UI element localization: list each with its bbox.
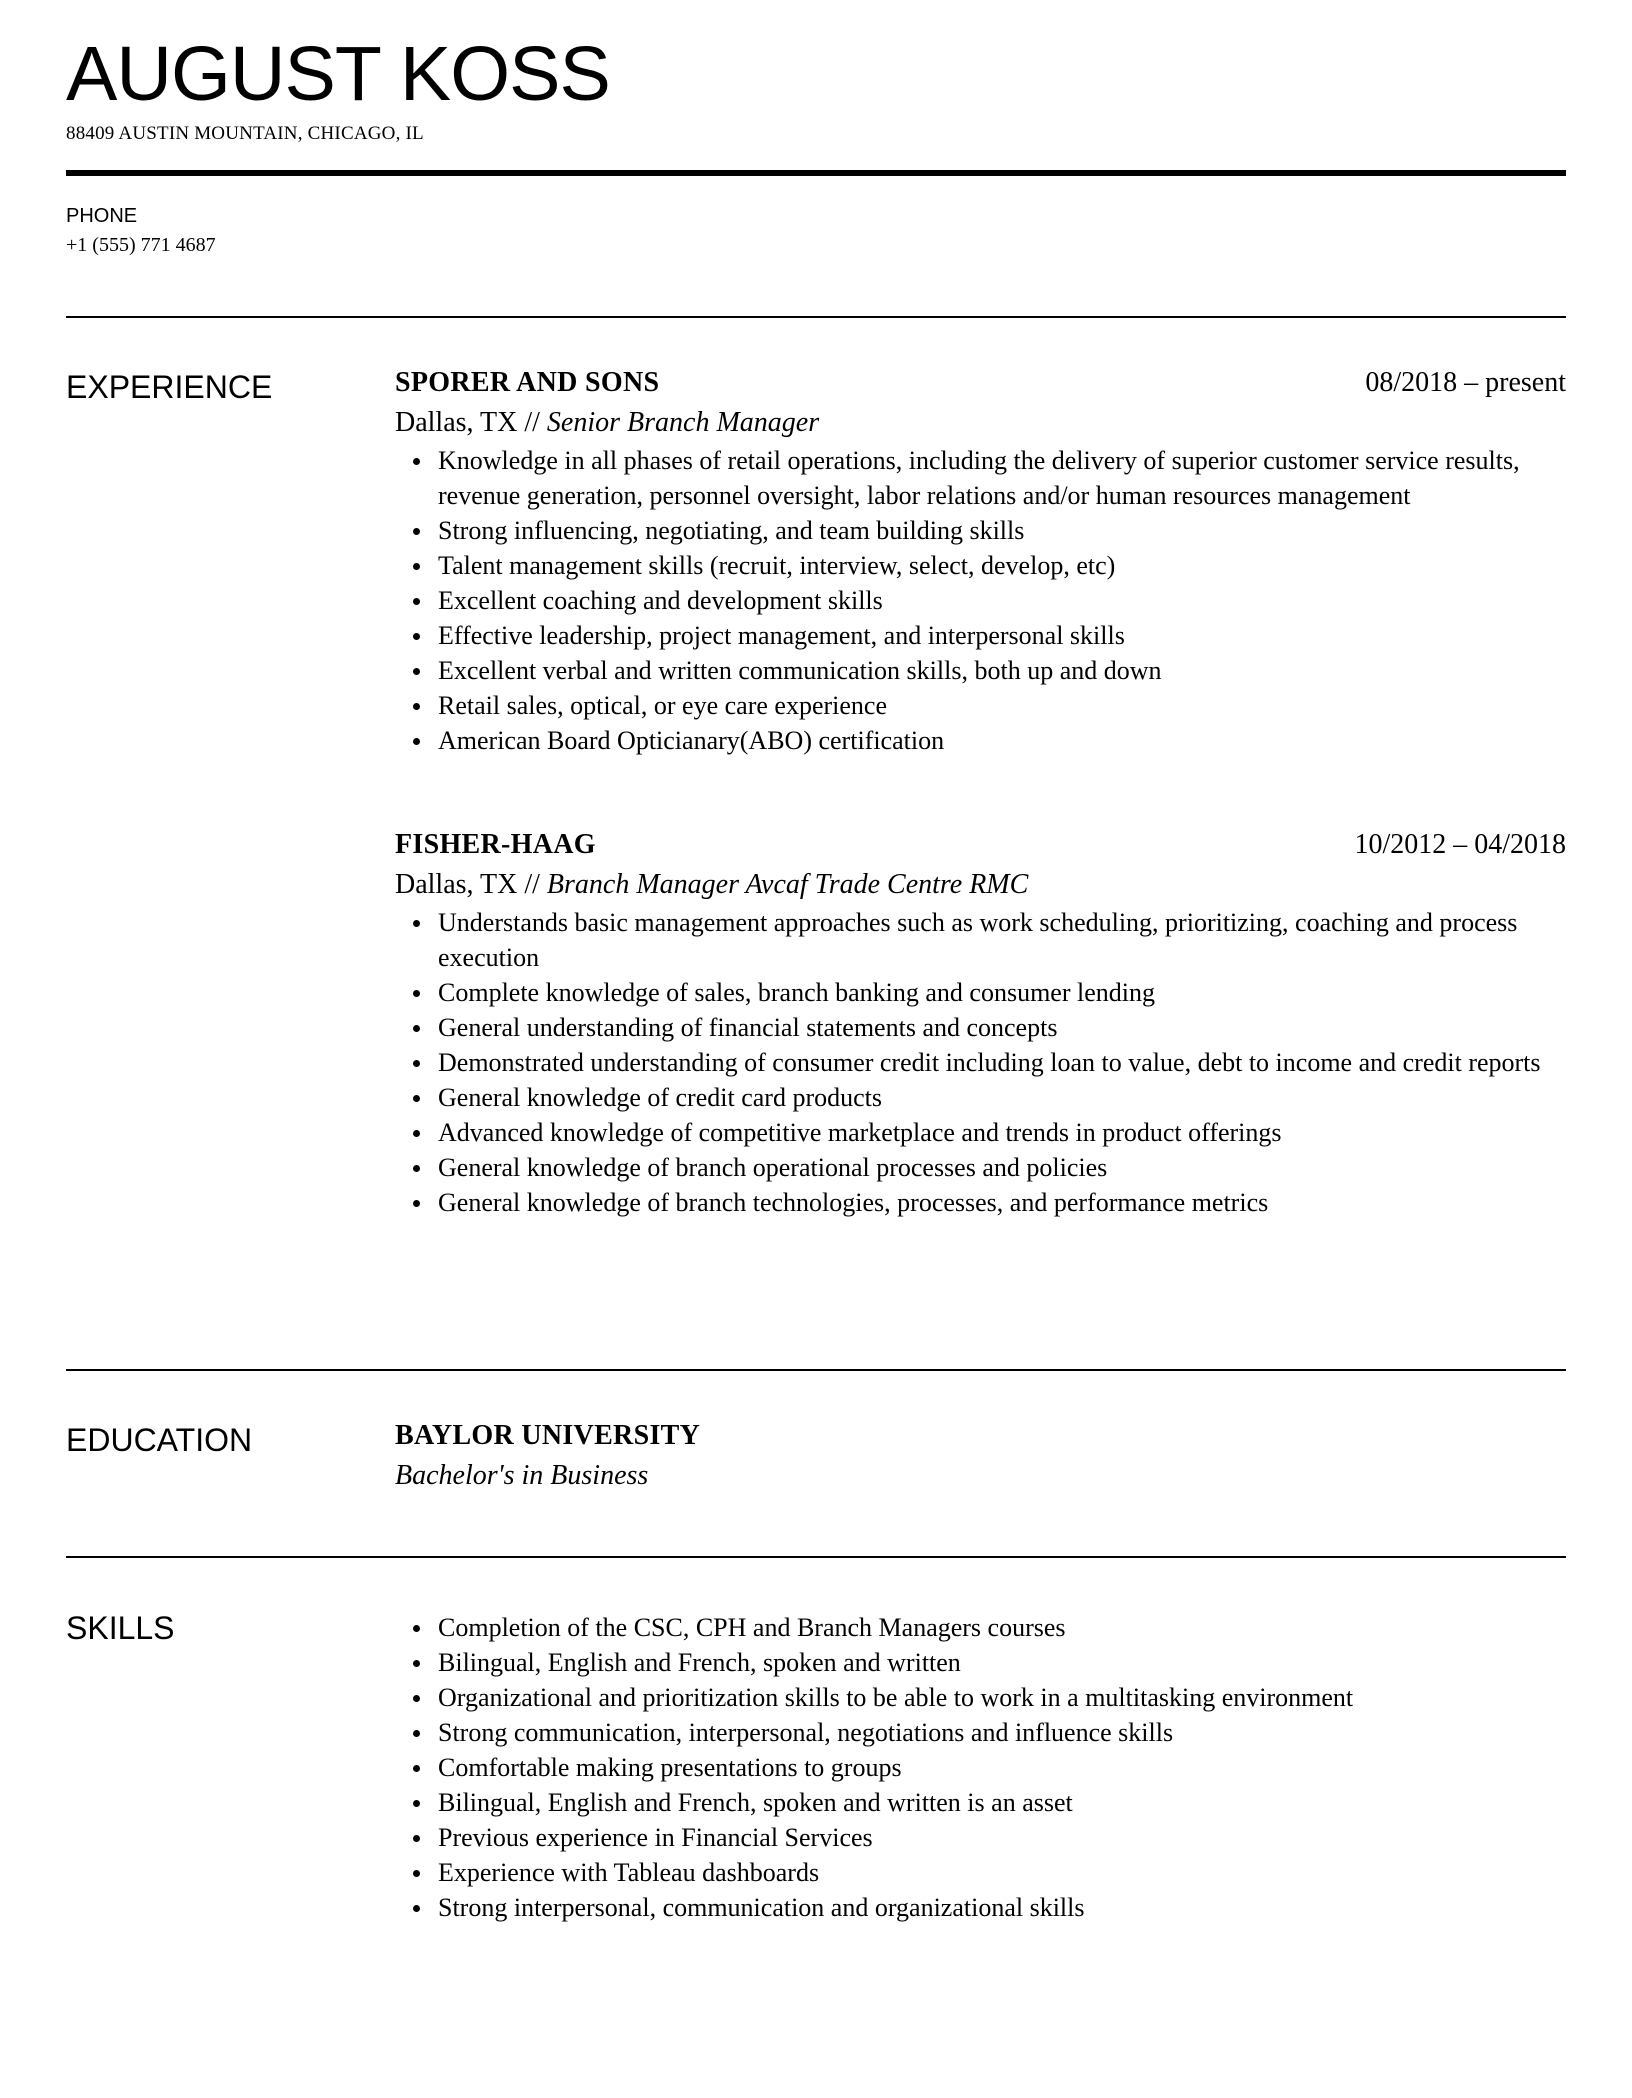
- list-item: Strong interpersonal, communication and organizational skills: [438, 1890, 1566, 1925]
- list-item: Complete knowledge of sales, branch banking and consumer lending: [438, 975, 1566, 1010]
- section-divider-skills: [66, 1556, 1566, 1558]
- list-item: Excellent coaching and development skills: [438, 583, 1566, 618]
- job-role: Senior Branch Manager: [546, 407, 820, 438]
- list-item: Organizational and prioritization skills to be able to work in a multitasking environment: [438, 1680, 1566, 1715]
- job-entry: [395, 363, 1566, 758]
- header-divider: [66, 170, 1566, 176]
- skills-bullets: [395, 1610, 1566, 1925]
- education-heading: EDUCATION: [66, 1422, 253, 1458]
- candidate-address: 88409 AUSTIN MOUNTAIN, CHICAGO, IL: [66, 123, 424, 144]
- job-subtitle: [395, 865, 1566, 905]
- experience-list: [395, 363, 1566, 1220]
- job-entry: [395, 825, 1566, 1220]
- list-item: Previous experience in Financial Services: [438, 1820, 1566, 1855]
- job-header: [395, 363, 1566, 403]
- job-header: [395, 825, 1566, 865]
- education-entry: [395, 1416, 1566, 1496]
- list-item: Experience with Tableau dashboards: [438, 1855, 1566, 1890]
- skills-heading: SKILLS: [66, 1610, 175, 1646]
- job-bullets: [395, 443, 1566, 758]
- job-location: Dallas, TX: [395, 869, 518, 900]
- list-item: General knowledge of branch technologies, processes, and performance metrics: [438, 1185, 1566, 1220]
- list-item: Advanced knowledge of competitive marketplace and trends in product offerings: [438, 1115, 1566, 1150]
- job-bullets: [395, 905, 1566, 1220]
- candidate-name: AUGUST KOSS: [66, 31, 610, 117]
- job-company: FISHER-HAAG: [395, 829, 596, 860]
- list-item: Strong influencing, negotiating, and team building skills: [438, 513, 1566, 548]
- education-degree: Bachelor's in Business: [395, 1460, 649, 1491]
- section-divider-experience: [66, 316, 1566, 318]
- list-item: Talent management skills (recruit, interview, select, develop, etc): [438, 548, 1566, 583]
- list-item: Completion of the CSC, CPH and Branch Managers courses: [438, 1610, 1566, 1645]
- list-item: General knowledge of credit card products: [438, 1080, 1566, 1115]
- phone-value: +1 (555) 771 4687: [66, 234, 216, 256]
- list-item: General understanding of financial statements and concepts: [438, 1010, 1566, 1045]
- list-item: Retail sales, optical, or eye care experience: [438, 688, 1566, 723]
- experience-heading: EXPERIENCE: [66, 369, 273, 405]
- list-item: Excellent verbal and written communication skills, both up and down: [438, 653, 1566, 688]
- list-item: Comfortable making presentations to groups: [438, 1750, 1566, 1785]
- list-item: Demonstrated understanding of consumer credit including loan to value, debt to income and credit reports: [438, 1045, 1566, 1080]
- list-item: General knowledge of branch operational processes and policies: [438, 1150, 1566, 1185]
- phone-label: PHONE: [66, 205, 138, 227]
- list-item: Understands basic management approaches such as work scheduling, prioritizing, coaching and process execution: [438, 905, 1566, 975]
- job-company: SPORER AND SONS: [395, 367, 660, 398]
- list-item: Effective leadership, project management, and interpersonal skills: [438, 618, 1566, 653]
- list-item: American Board Opticianary(ABO) certification: [438, 723, 1566, 758]
- section-divider-education: [66, 1369, 1566, 1371]
- job-location: Dallas, TX: [395, 407, 518, 438]
- job-dates: 10/2012 – 04/2018: [1354, 829, 1566, 860]
- list-item: Strong communication, interpersonal, negotiations and influence skills: [438, 1715, 1566, 1750]
- education-school: BAYLOR UNIVERSITY: [395, 1420, 701, 1451]
- job-dates: 08/2018 – present: [1365, 367, 1566, 398]
- job-separator: //: [517, 869, 547, 900]
- skills-list: [395, 1610, 1566, 1925]
- list-item: Bilingual, English and French, spoken and written is an asset: [438, 1785, 1566, 1820]
- job-separator: //: [517, 407, 547, 438]
- list-item: Bilingual, English and French, spoken and written: [438, 1645, 1566, 1680]
- list-item: Knowledge in all phases of retail operations, including the delivery of superior customer service results, revenue generation, personnel oversight, labor relations and/or human resources management: [438, 443, 1566, 513]
- job-subtitle: [395, 403, 1566, 443]
- job-role: Branch Manager Avcaf Trade Centre RMC: [546, 869, 1029, 900]
